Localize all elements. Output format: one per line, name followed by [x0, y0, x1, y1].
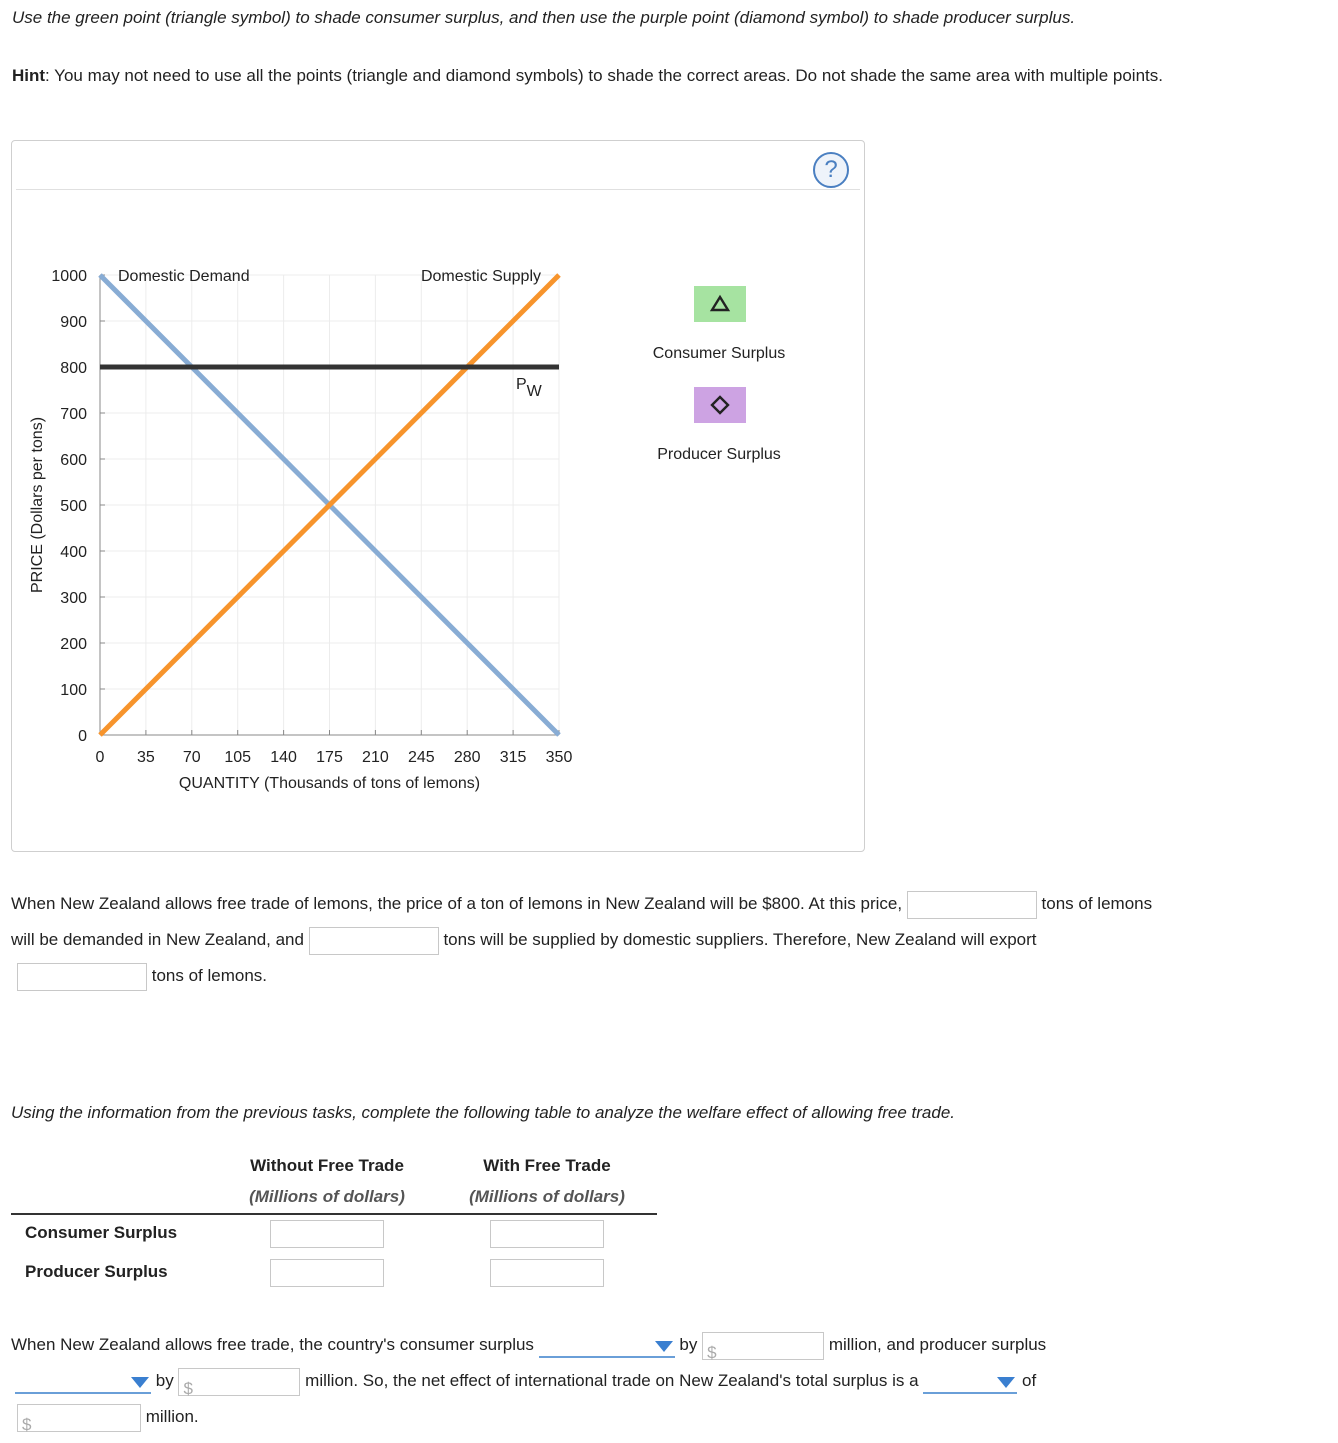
instructions: Use the green point (triangle symbol) to shade consumer surplus, and then use the purple point (diamond symbol) to shade producer surplus. [12, 8, 1076, 27]
cs-change-dropdown[interactable] [539, 1334, 675, 1358]
q3-by-1: by [679, 1335, 698, 1354]
x-tick-label: 0 [95, 749, 105, 766]
question-welfare [11, 1327, 1331, 1435]
x-tick-label: 35 [137, 749, 155, 766]
table-header-rule [11, 1213, 657, 1215]
quantity-demanded-input[interactable] [907, 891, 1037, 919]
domestic-supply-label: Domestic Supply [420, 268, 541, 285]
ps-without-trade-input[interactable] [270, 1259, 384, 1287]
y-tick-label: 500 [60, 498, 87, 515]
pw-label-main: P [516, 376, 527, 393]
y-tick-label: 700 [60, 406, 87, 423]
q3-of: of [1022, 1371, 1037, 1390]
triangle-icon [694, 286, 746, 322]
x-tick-label: 315 [499, 749, 527, 766]
diamond-icon [694, 387, 746, 423]
cs-change-amount-input[interactable] [702, 1332, 824, 1360]
quantity-supplied-input[interactable] [309, 927, 439, 955]
q3-by-2: by [155, 1371, 174, 1390]
exports-input[interactable] [17, 963, 147, 991]
x-tick-label: 105 [224, 749, 252, 766]
row-producer-surplus: Producer Surplus [25, 1262, 168, 1281]
table-instructions: Using the information from the previous tasks, complete the following table to analyze the welfare effect of allowing free trade. [11, 1103, 955, 1122]
x-axis-label: QUANTITY (Thousands of tons of lemons) [178, 775, 481, 792]
y-tick-label: 900 [60, 314, 87, 331]
hint-label: Hint [12, 66, 46, 85]
consumer-surplus-label: Consumer Surplus [652, 345, 786, 362]
ps-with-trade-input[interactable] [490, 1259, 604, 1287]
chevron-down-icon [997, 1377, 1015, 1388]
ps-change-amount-input[interactable] [178, 1368, 300, 1396]
q1-text-2: tons of lemons [1041, 894, 1153, 913]
domestic-demand-label: Domestic Demand [118, 268, 250, 285]
graph-panel [11, 140, 865, 852]
chevron-down-icon [655, 1341, 673, 1352]
x-tick-label: 210 [362, 749, 389, 766]
x-tick-label: 280 [453, 749, 481, 766]
x-tick-label: 245 [407, 749, 435, 766]
dollar-sign: $ [183, 1378, 193, 1398]
pw-label-sub: W [526, 383, 542, 400]
q1-text-3: will be demanded in New Zealand, and [11, 930, 304, 949]
y-tick-label: 0 [78, 728, 87, 745]
consumer-surplus-tool[interactable] [694, 286, 746, 322]
net-effect-amount-input[interactable] [17, 1404, 141, 1432]
x-tick-label: 175 [316, 749, 343, 766]
supply-demand-chart[interactable] [12, 141, 652, 811]
q3-text-1: When New Zealand allows free trade, the country's consumer surplus [11, 1335, 534, 1354]
y-tick-label: 100 [60, 682, 87, 699]
dollar-sign: $ [22, 1414, 32, 1434]
q3-text-3: million. So, the net effect of international trade on New Zealand's total surplus is a [305, 1371, 919, 1390]
q3-text-4: million. [145, 1407, 199, 1426]
q1-text-4: tons will be supplied by domestic suppliers. Therefore, New Zealand will export [443, 930, 1037, 949]
x-tick-label: 140 [270, 749, 297, 766]
x-tick-label: 70 [182, 749, 201, 766]
chevron-down-icon [131, 1377, 149, 1388]
help-icon[interactable]: ? [813, 152, 849, 188]
producer-surplus-label: Producer Surplus [657, 446, 781, 463]
row-consumer-surplus: Consumer Surplus [25, 1223, 178, 1242]
q3-text-2: million, and producer surplus [828, 1335, 1047, 1354]
cs-with-trade-input[interactable] [490, 1220, 604, 1248]
col-without-trade-units: (Millions of dollars) [249, 1187, 405, 1206]
producer-surplus-tool[interactable] [694, 387, 746, 423]
dollar-sign: $ [707, 1342, 717, 1362]
q1-text-5: tons of lemons. [151, 966, 268, 985]
y-tick-label: 200 [60, 636, 87, 653]
y-tick-label: 600 [60, 452, 87, 469]
hint [12, 58, 1322, 93]
y-tick-label: 800 [60, 360, 87, 377]
cs-without-trade-input[interactable] [270, 1220, 384, 1248]
y-tick-label: 400 [60, 544, 87, 561]
x-tick-label: 350 [545, 749, 573, 766]
y-tick-label: 300 [60, 590, 87, 607]
pw-label [516, 376, 543, 400]
q1-text-1: When New Zealand allows free trade of lemons, the price of a ton of lemons in New Zealand will be $800. At this price, [11, 894, 903, 913]
y-tick-label: 1000 [51, 268, 87, 285]
question-quantity [11, 886, 1331, 994]
hint-text: : You may not need to use all the points (triangle and diamond symbols) to shade the correct areas. Do not shade the same area with multiple points. [45, 66, 1163, 85]
ps-change-dropdown[interactable] [15, 1370, 151, 1394]
col-with-trade-units: (Millions of dollars) [469, 1187, 625, 1206]
col-without-trade: Without Free Trade [250, 1156, 404, 1175]
y-axis-label: PRICE (Dollars per tons) [29, 416, 46, 594]
col-with-trade: With Free Trade [483, 1156, 611, 1175]
net-effect-dropdown[interactable] [923, 1370, 1017, 1394]
